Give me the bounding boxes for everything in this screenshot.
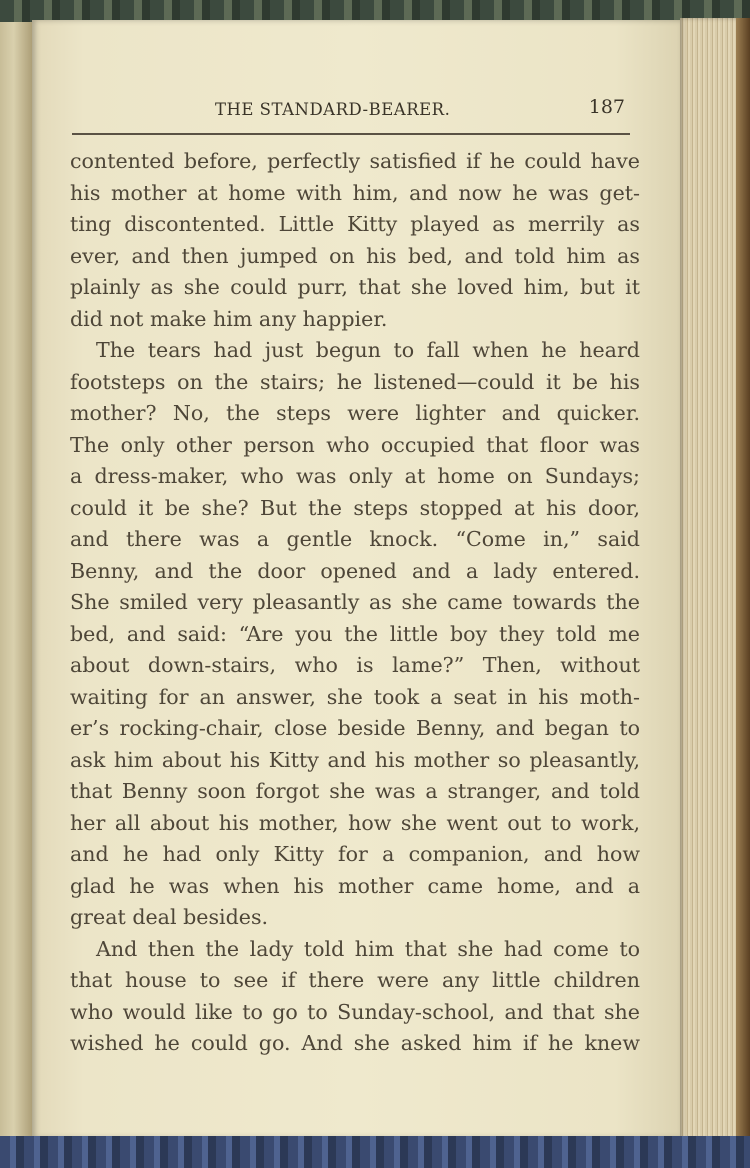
book-gutter-left (0, 22, 34, 1142)
text-line: that house to see if there were any little children (70, 968, 640, 992)
text-line: and there was a gentle knock. “Come in,” said (70, 527, 640, 551)
text-line: The only other person who occupied that floor was (70, 432, 640, 457)
text-line: great deal besides. (70, 905, 269, 929)
page-number: 187 (588, 96, 625, 118)
text-line: could it be she? But the steps stopped at his door, (70, 495, 640, 520)
text-line: ask him about his Kitty and his mother so pleasantly, (70, 747, 640, 772)
running-title: THE STANDARD-BEARER. (215, 100, 451, 119)
text-line: contented before, perfectly satisfied if he could have (70, 149, 640, 173)
text-line: a dress-maker, who was only at home on Sundays; (70, 464, 640, 488)
text-line: bed, and said: “Are you the little boy they told me (70, 621, 640, 646)
text-line: about down-stairs, who is lame?” Then, without (70, 653, 640, 677)
text-line: who would like to go to Sunday-school, and that she (70, 999, 640, 1024)
text-line: ever, and then jumped on his bed, and told him as (70, 243, 640, 268)
text-line: glad he was when his mother came home, and a (70, 873, 640, 898)
page-header (215, 96, 635, 126)
text-line: ting discontented. Little Kitty played as merrily as (70, 212, 640, 236)
book-cover-bottom-edge (0, 1136, 750, 1168)
text-line: his mother at home with him, and now he was get- (70, 180, 640, 205)
text-line: mother? No, the steps were lighter and quicker. (70, 401, 640, 425)
text-line: She smiled very pleasantly as she came towards the (70, 590, 640, 614)
text-line: waiting for an answer, she took a seat in his moth- (70, 684, 640, 709)
text-line: footsteps on the stairs; he listened—could it be his (70, 369, 640, 394)
text-line: And then the lady told him that she had come to (96, 936, 640, 961)
text-line: and he had only Kitty for a companion, and how (70, 842, 640, 866)
text-line: did not make him any happier. (70, 306, 388, 331)
text-line: The tears had just begun to fall when he heard (96, 338, 640, 362)
text-line: Benny, and the door opened and a lady entered. (70, 558, 640, 583)
book-page-edges (680, 18, 750, 1140)
text-line: er’s rocking-chair, close beside Benny, and began to (70, 716, 640, 740)
body-text (70, 146, 640, 1060)
text-line: plainly as she could purr, that she loved him, but it (70, 275, 640, 299)
text-line: that Benny soon forgot she was a stranger, and told (70, 779, 640, 803)
text-line: wished he could go. And she asked him if he knew (70, 1031, 640, 1055)
header-rule (72, 133, 630, 135)
text-line: her all about his mother, how she went out to work, (70, 810, 640, 835)
